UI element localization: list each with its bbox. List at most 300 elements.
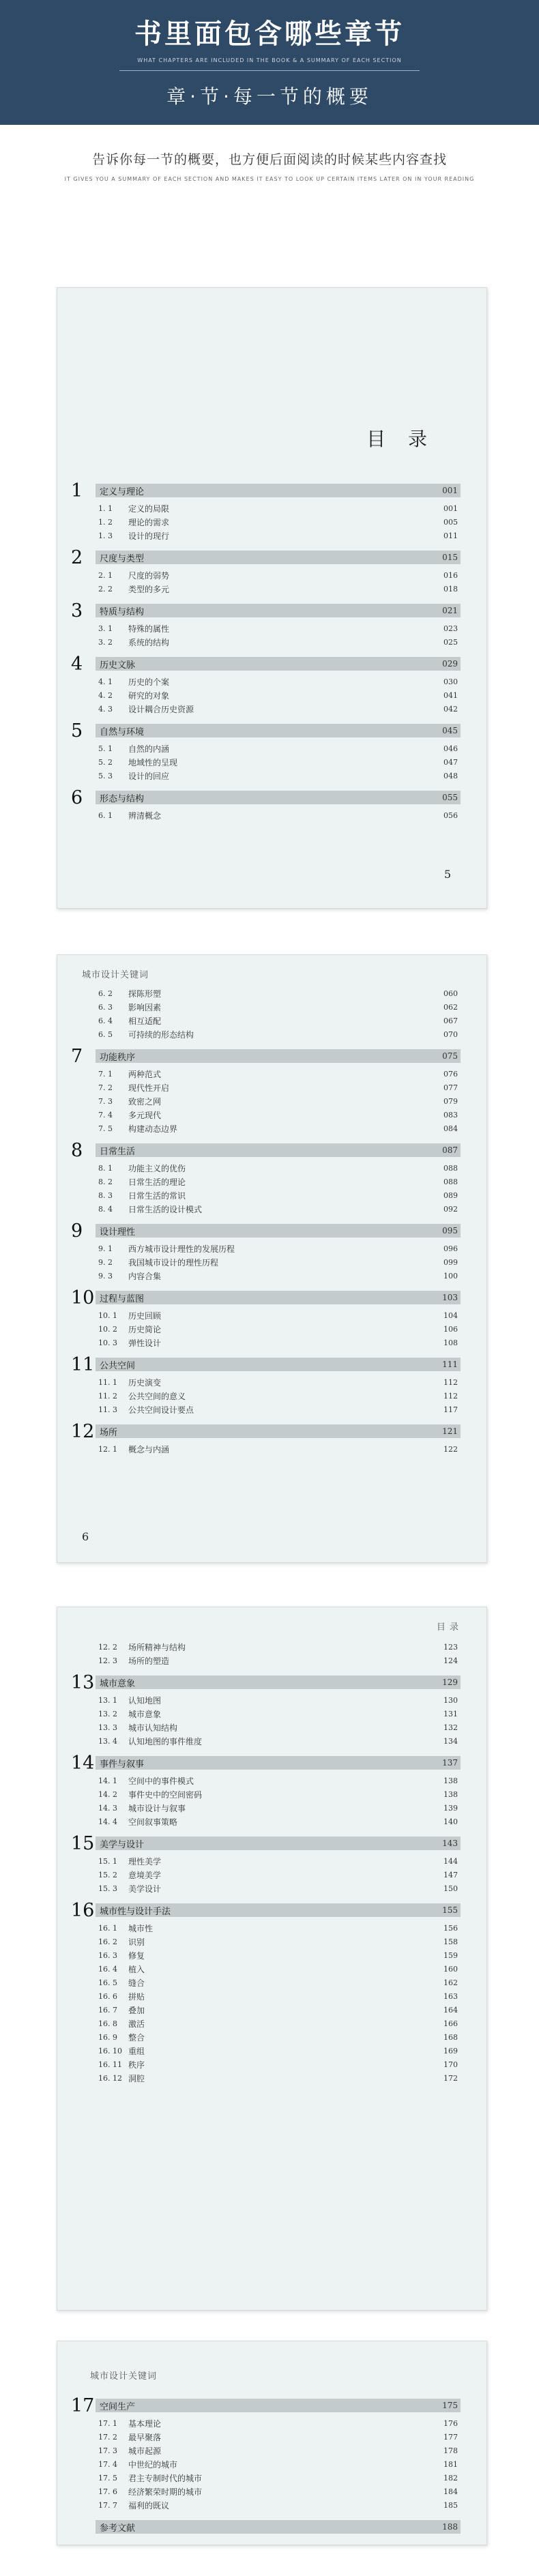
section-number: 5. 3	[98, 771, 113, 780]
toc-section-13.1	[71, 1693, 461, 1707]
section-page: 158	[443, 1937, 458, 1946]
section-page: 112	[443, 1377, 458, 1387]
toc-chapter-8	[71, 1139, 461, 1161]
section-page: 177	[443, 2432, 458, 2442]
section-title: 可持续的形态结构	[128, 1029, 194, 1040]
running-head: 城市设计关键词	[82, 970, 149, 980]
running-head: 目 录	[436, 1622, 459, 1633]
toc-section-13.2	[71, 1707, 461, 1721]
section-title: 地域性的呈现	[128, 757, 178, 767]
section-title: 自然的内涵	[128, 744, 170, 754]
section-number: 6. 5	[98, 1029, 113, 1039]
chapter-page: 111	[442, 1360, 458, 1369]
section-title: 日常生活的设计模式	[128, 1204, 203, 1214]
chapter-number: 17	[71, 2395, 95, 2416]
section-number: 7. 3	[98, 1096, 113, 1106]
chapter-number: 8	[71, 1139, 83, 1161]
section-number: 9. 3	[98, 1271, 113, 1280]
section-page: 147	[443, 1870, 458, 1879]
section-number: 16. 12	[98, 2073, 122, 2083]
section-title: 君主专制时代的城市	[128, 2473, 203, 2483]
section-page: 067	[443, 1016, 458, 1025]
section-number: 1. 2	[98, 517, 113, 527]
toc-section-9.3	[71, 1269, 461, 1283]
section-title: 日常生活的常识	[128, 1190, 186, 1201]
toc-section-13.3	[71, 1721, 461, 1734]
chapter-bar	[96, 1358, 461, 1371]
section-title: 类型的多元	[128, 584, 170, 594]
chapter-title: 形态与结构	[100, 793, 145, 804]
section-number: 14. 4	[98, 1817, 117, 1826]
toc-section-16.3	[71, 1948, 461, 1962]
toc-section-7.5	[71, 1122, 461, 1135]
section-page: 144	[443, 1856, 458, 1866]
toc-section-8.4	[71, 1202, 461, 1216]
chapter-number: 7	[71, 1045, 83, 1067]
section-number: 17. 3	[98, 2446, 117, 2455]
chapter-title: 尺度与类型	[100, 553, 145, 564]
chapter-number: 12	[71, 1420, 95, 1442]
section-number: 15. 1	[98, 1856, 117, 1866]
toc-chapter-9	[71, 1220, 461, 1242]
chapter-number: 3	[71, 600, 83, 621]
chapter-title: 公共空间	[100, 1360, 136, 1371]
section-number: 16. 5	[98, 1978, 117, 1987]
chapter-title: 城市性与设计手法	[100, 1906, 171, 1917]
section-number: 17. 7	[98, 2500, 117, 2510]
section-title: 事件史中的空间密码	[128, 1789, 203, 1800]
section-page: 163	[443, 1991, 458, 2001]
toc-section-14.2	[71, 1787, 461, 1801]
section-number: 5. 2	[98, 757, 113, 767]
chapter-bar	[96, 1224, 461, 1238]
toc-section-12.1	[71, 1442, 461, 1456]
section-number: 6. 3	[98, 1002, 113, 1012]
section-page: 042	[443, 704, 458, 714]
toc-chapter-5	[71, 720, 461, 742]
chapter-number: 14	[71, 1752, 95, 1774]
toc-section-17.4	[71, 2457, 461, 2471]
section-number: 7. 2	[98, 1083, 113, 1092]
chapter-bar	[96, 1836, 461, 1850]
toc-section-2.2	[71, 582, 461, 596]
section-page: 170	[443, 2060, 458, 2069]
section-number: 11. 2	[98, 1391, 117, 1401]
chapter-title: 空间生产	[100, 2401, 136, 2412]
chapter-page: 121	[442, 1426, 458, 1436]
section-number: 13. 2	[98, 1709, 117, 1718]
toc-section-17.7	[71, 2498, 461, 2512]
section-page: 025	[443, 637, 458, 647]
chapter-bar	[96, 1143, 461, 1157]
section-page: 182	[443, 2473, 458, 2483]
chapter-number: 4	[71, 653, 83, 675]
toc-section-7.1	[71, 1067, 461, 1081]
section-page: 099	[443, 1257, 458, 1267]
section-title: 修复	[128, 1950, 145, 1961]
section-title: 西方城市设计理性的发展历程	[128, 1244, 235, 1254]
section-title: 认知地图	[128, 1695, 162, 1706]
section-title: 城市认知结构	[128, 1723, 178, 1733]
section-title: 内容合集	[128, 1271, 162, 1281]
chapter-title: 自然与环境	[100, 727, 145, 737]
toc-section-6.1	[71, 808, 461, 822]
section-number: 2. 2	[98, 584, 113, 594]
toc-section-8.2	[71, 1175, 461, 1188]
section-title: 弹性设计	[128, 1338, 162, 1348]
toc-section-16.1	[71, 1921, 461, 1935]
section-page: 132	[443, 1723, 458, 1732]
section-page: 060	[443, 989, 458, 998]
section-number: 5. 1	[98, 744, 113, 753]
toc-section-8.1	[71, 1161, 461, 1175]
section-number: 15. 2	[98, 1870, 117, 1879]
toc-section-14.3	[71, 1801, 461, 1815]
chapter-page: 137	[442, 1758, 458, 1768]
section-number: 3. 2	[98, 637, 113, 647]
chapter-bar	[96, 2399, 461, 2412]
section-number: 8. 3	[98, 1190, 113, 1200]
section-number: 15. 3	[98, 1884, 117, 1893]
section-title: 现代性开启	[128, 1083, 170, 1093]
toc-section-4.2	[71, 688, 461, 702]
section-page: 160	[443, 1964, 458, 1974]
toc-section-17.3	[71, 2444, 461, 2457]
section-page: 089	[443, 1190, 458, 1200]
section-page: 156	[443, 1923, 458, 1933]
section-title: 城市起源	[128, 2446, 162, 2456]
section-title: 整合	[128, 2032, 145, 2043]
section-title: 致密之网	[128, 1096, 162, 1107]
section-title: 历史简论	[128, 1324, 162, 1334]
toc-section-16.11	[71, 2058, 461, 2071]
section-page: 139	[443, 1803, 458, 1813]
chapter-page: 188	[442, 2522, 458, 2532]
section-title: 场所精神与结构	[128, 1642, 186, 1652]
toc-section-3.1	[71, 621, 461, 635]
toc-title: 目 录	[366, 428, 435, 450]
toc-list	[71, 986, 461, 1456]
chapter-page: 045	[442, 726, 458, 735]
section-page: 181	[443, 2459, 458, 2469]
chapter-bar	[96, 604, 461, 617]
toc-chapter-refs	[71, 2516, 461, 2538]
section-number: 12. 3	[98, 1656, 117, 1665]
chapter-bar	[96, 1291, 461, 1304]
section-title: 认知地图的事件维度	[128, 1736, 203, 1746]
toc-list	[71, 475, 461, 822]
toc-page-3	[57, 1607, 487, 2311]
section-number: 10. 3	[98, 1338, 117, 1347]
section-number: 6. 2	[98, 989, 113, 998]
section-title: 影响因素	[128, 1002, 162, 1012]
section-number: 13. 1	[98, 1695, 117, 1705]
section-number: 12. 2	[98, 1642, 117, 1652]
toc-section-7.2	[71, 1081, 461, 1094]
chapter-bar	[96, 657, 461, 671]
toc-section-7.4	[71, 1108, 461, 1122]
toc-section-10.1	[71, 1308, 461, 1322]
section-number: 1. 1	[98, 503, 113, 513]
section-title: 经济繁荣时期的城市	[128, 2487, 203, 2497]
toc-section-17.1	[71, 2416, 461, 2430]
section-number: 7. 5	[98, 1124, 113, 1133]
section-page: 166	[443, 2019, 458, 2028]
intro-text: 告诉你每一节的概要，也方便后面阅读的时候某些内容查找	[91, 152, 447, 167]
toc-section-16.10	[71, 2044, 461, 2058]
section-number: 16. 9	[98, 2032, 117, 2042]
section-number: 16. 1	[98, 1923, 117, 1933]
chapter-page: 015	[442, 553, 458, 562]
section-number: 17. 1	[98, 2418, 117, 2428]
section-title: 设计的现行	[128, 531, 170, 541]
section-page: 088	[443, 1177, 458, 1186]
section-title: 城市意象	[128, 1709, 162, 1719]
section-title: 城市设计与叙事	[128, 1803, 186, 1813]
section-title: 研究的对象	[128, 690, 170, 701]
chapter-page: 129	[442, 1678, 458, 1687]
section-title: 设计耦合历史资源	[128, 704, 194, 714]
section-title: 中世纪的城市	[128, 2459, 178, 2470]
section-title: 空间叙事策略	[128, 1817, 178, 1827]
section-title: 福利的既议	[128, 2500, 170, 2511]
section-title: 空间中的事件模式	[128, 1776, 194, 1786]
section-number: 16. 3	[98, 1950, 117, 1960]
toc-section-4.1	[71, 675, 461, 688]
section-number: 3. 1	[98, 624, 113, 633]
toc-section-13.4	[71, 1734, 461, 1748]
chapter-page: 029	[442, 659, 458, 669]
toc-chapter-7	[71, 1045, 461, 1067]
section-page: 084	[443, 1124, 458, 1133]
toc-section-16.6	[71, 1989, 461, 2003]
section-title: 重组	[128, 2046, 145, 2056]
chapter-number: 10	[71, 1287, 95, 1308]
section-page: 030	[443, 677, 458, 686]
page-number: 6	[82, 1530, 89, 1543]
section-title: 构建动态边界	[128, 1124, 178, 1134]
toc-chapter-14	[71, 1752, 461, 1774]
section-page: 164	[443, 2005, 458, 2015]
section-title: 历史演变	[128, 1377, 162, 1388]
section-number: 8. 1	[98, 1163, 113, 1173]
section-page: 140	[443, 1817, 458, 1826]
toc-chapter-3	[71, 600, 461, 621]
section-title: 特殊的属性	[128, 624, 170, 634]
section-page: 011	[443, 531, 458, 540]
section-page: 083	[443, 1110, 458, 1119]
toc-section-6.2	[71, 986, 461, 1000]
toc-section-5.3	[71, 769, 461, 782]
section-page: 041	[443, 690, 458, 700]
section-title: 叠加	[128, 2005, 145, 2015]
toc-section-8.3	[71, 1188, 461, 1202]
section-number: 11. 3	[98, 1405, 117, 1414]
section-title: 激活	[128, 2019, 145, 2029]
section-page: 172	[443, 2073, 458, 2083]
toc-section-17.6	[71, 2485, 461, 2498]
section-page: 023	[443, 624, 458, 633]
toc-section-3.2	[71, 635, 461, 649]
chapter-page: 021	[442, 606, 458, 615]
chapter-bar	[96, 1049, 461, 1063]
section-number: 11. 1	[98, 1377, 117, 1387]
section-number: 1. 3	[98, 531, 113, 540]
section-page: 176	[443, 2418, 458, 2428]
section-page: 122	[443, 1444, 458, 1454]
toc-section-16.9	[71, 2030, 461, 2044]
chapter-bar	[96, 551, 461, 564]
toc-chapter-13	[71, 1671, 461, 1693]
section-title: 理性美学	[128, 1856, 162, 1867]
chapter-bar	[96, 1424, 461, 1438]
chapter-bar	[96, 2520, 461, 2534]
toc-section-16.8	[71, 2017, 461, 2030]
section-page: 112	[443, 1391, 458, 1401]
section-page: 130	[443, 1695, 458, 1705]
toc-page-1	[57, 287, 487, 909]
toc-chapter-10	[71, 1287, 461, 1308]
section-number: 14. 2	[98, 1789, 117, 1799]
section-title: 秩序	[128, 2060, 145, 2070]
chapter-title: 设计理性	[100, 1227, 136, 1238]
chapter-title: 参考文献	[100, 2523, 136, 2534]
section-number: 16. 4	[98, 1964, 117, 1974]
toc-page-2	[57, 954, 487, 1563]
chapter-page: 175	[442, 2401, 458, 2410]
section-title: 基本理论	[128, 2418, 162, 2429]
chapter-number: 16	[71, 1899, 95, 1921]
section-number: 2. 1	[98, 570, 113, 580]
section-title: 历史的个案	[128, 677, 170, 687]
section-page: 131	[443, 1709, 458, 1718]
toc-list	[71, 1640, 461, 2085]
section-number: 16. 7	[98, 2005, 117, 2015]
toc-section-1.2	[71, 515, 461, 529]
section-number: 4. 1	[98, 677, 113, 686]
toc-section-5.1	[71, 742, 461, 755]
section-title: 功能主义的优伤	[128, 1163, 186, 1173]
section-title: 两种范式	[128, 1069, 162, 1079]
chapter-page: 055	[442, 793, 458, 802]
section-page: 100	[443, 1271, 458, 1280]
section-number: 16. 6	[98, 1991, 117, 2001]
section-title: 拼贴	[128, 1991, 145, 2002]
intro-text-en: IT GIVES YOU A SUMMARY OF EACH SECTION AND MAKES IT EASY TO LOOK UP CERTAIN ITEMS LATER ON IN YOUR READING	[64, 176, 475, 182]
chapter-number: 5	[71, 720, 83, 742]
section-title: 日常生活的理论	[128, 1177, 186, 1187]
section-title: 探陈形塑	[128, 989, 162, 999]
chapter-number: 6	[71, 787, 83, 808]
section-title: 我国城市设计的理性历程	[128, 1257, 219, 1268]
section-number: 13. 3	[98, 1723, 117, 1732]
section-page: 005	[443, 517, 458, 527]
chapter-number: 15	[71, 1832, 95, 1854]
section-page: 168	[443, 2032, 458, 2042]
section-title: 缝合	[128, 1978, 145, 1988]
section-title: 意境美学	[128, 1870, 162, 1880]
section-page: 048	[443, 771, 458, 780]
section-title: 概念与内涵	[128, 1444, 170, 1454]
section-page: 106	[443, 1324, 458, 1334]
chapter-title: 历史文脉	[100, 660, 136, 671]
section-title: 多元现代	[128, 1110, 162, 1120]
toc-section-6.3	[71, 1000, 461, 1014]
toc-section-11.1	[71, 1375, 461, 1389]
toc-section-11.3	[71, 1403, 461, 1416]
section-title: 场所的塑造	[128, 1656, 170, 1666]
section-page: 076	[443, 1069, 458, 1079]
section-number: 17. 2	[98, 2432, 117, 2442]
section-title: 系统的结构	[128, 637, 170, 647]
toc-section-17.2	[71, 2430, 461, 2444]
section-number: 4. 3	[98, 704, 113, 714]
section-title: 洞腔	[128, 2073, 145, 2083]
section-number: 16. 2	[98, 1937, 117, 1946]
chapter-title: 定义与理论	[100, 486, 145, 497]
section-page: 162	[443, 1978, 458, 1987]
toc-section-12.3	[71, 1654, 461, 1667]
section-title: 美学设计	[128, 1884, 162, 1894]
intro	[0, 125, 539, 182]
section-page: 079	[443, 1096, 458, 1106]
section-number: 6. 4	[98, 1016, 113, 1025]
section-page: 016	[443, 570, 458, 580]
toc-section-15.3	[71, 1882, 461, 1895]
chapter-bar	[96, 484, 461, 497]
section-number: 16. 11	[98, 2060, 122, 2069]
section-title: 历史回顾	[128, 1311, 162, 1321]
section-title: 植入	[128, 1964, 145, 1974]
chapter-title: 日常生活	[100, 1146, 136, 1157]
section-number: 14. 3	[98, 1803, 117, 1813]
chapter-bar	[96, 1903, 461, 1917]
section-number: 7. 4	[98, 1110, 113, 1119]
chapter-page: 001	[442, 486, 458, 495]
toc-section-16.12	[71, 2071, 461, 2085]
section-title: 理论的需求	[128, 517, 170, 527]
chapter-bar	[96, 1675, 461, 1689]
toc-section-4.3	[71, 702, 461, 716]
section-title: 公共空间的意义	[128, 1391, 186, 1401]
section-page: 096	[443, 1244, 458, 1253]
header-banner	[0, 0, 539, 125]
section-page: 124	[443, 1656, 458, 1665]
toc-chapter-2	[71, 546, 461, 568]
section-page: 178	[443, 2446, 458, 2455]
section-number: 17. 6	[98, 2487, 117, 2496]
toc-chapter-4	[71, 653, 461, 675]
section-number: 14. 1	[98, 1776, 117, 1785]
section-page: 117	[443, 1405, 458, 1414]
section-title: 尺度的弱势	[128, 570, 170, 581]
page-number: 5	[443, 868, 451, 881]
section-page: 169	[443, 2046, 458, 2055]
section-title: 相互适配	[128, 1016, 162, 1026]
toc-chapter-15	[71, 1832, 461, 1854]
chapter-title: 场所	[100, 1427, 118, 1438]
section-number: 9. 1	[98, 1244, 113, 1253]
section-page: 134	[443, 1736, 458, 1746]
section-number: 17. 4	[98, 2459, 117, 2469]
toc-page-4	[57, 2341, 487, 2545]
chapter-title: 功能秩序	[100, 1052, 136, 1063]
section-number: 9. 2	[98, 1257, 113, 1267]
section-title: 城市性	[128, 1923, 154, 1933]
section-title: 设计的回应	[128, 771, 170, 781]
section-page: 123	[443, 1642, 458, 1652]
toc-section-2.1	[71, 568, 461, 582]
